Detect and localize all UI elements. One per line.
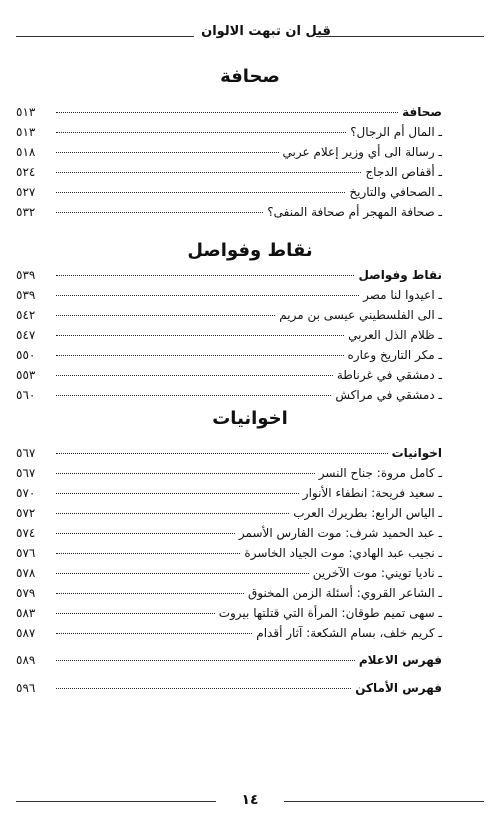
- toc-entry-page: ٥٧٢: [16, 506, 36, 520]
- dot-leader: [56, 593, 244, 594]
- toc-entry-label: نقاط وفواصل: [358, 268, 442, 282]
- dot-leader: [56, 152, 279, 153]
- toc-entry: [18, 650, 442, 670]
- dot-leader: [56, 212, 263, 213]
- running-header: [16, 22, 484, 46]
- toc-entry-page: ٥٧٦: [16, 546, 36, 560]
- toc-entry: [18, 483, 442, 503]
- toc-entry-page: ٥٨٣: [16, 606, 36, 620]
- toc-entry-label: ـ صحافة المهجر أم صحافة المنفى؟: [267, 205, 442, 219]
- toc-entry-label: ـ نجيب عبد الهادي: موت الجياد الخاسرة: [244, 546, 442, 560]
- footer-rule-left: [16, 801, 216, 802]
- toc-entry-page: ٥٥٠: [16, 348, 36, 362]
- dot-leader: [56, 132, 346, 133]
- toc-entry: [18, 678, 442, 698]
- dot-leader: [56, 573, 309, 574]
- toc-entry: [18, 623, 442, 643]
- toc-entry-label: فهرس الأماكن: [355, 681, 442, 695]
- toc-entry-label: ـ سعيد فريحة: انطفاء الأنوار: [302, 486, 442, 500]
- toc-entry-page: ٥٣٢: [16, 205, 36, 219]
- toc-entry: [18, 503, 442, 523]
- header-rule-right: [316, 36, 484, 37]
- dot-leader: [56, 172, 361, 173]
- toc-index-places: [18, 678, 442, 698]
- dot-leader: [56, 513, 289, 514]
- toc-entry-label: صحافة: [402, 105, 442, 119]
- toc-entry-page: ٥٧٤: [16, 526, 36, 540]
- toc-entry-page: ٥٦٧: [16, 446, 36, 460]
- toc-entry: [18, 305, 442, 325]
- footer-rule-right: [284, 801, 484, 802]
- toc-entry-page: ٥٣٩: [16, 268, 36, 282]
- dot-leader: [56, 375, 333, 376]
- dot-leader: [56, 192, 345, 193]
- toc-entry: [18, 122, 442, 142]
- toc-entry-label: ـ كامل مروة: جناح النسر: [318, 466, 442, 480]
- toc-entry: [18, 523, 442, 543]
- toc-entry-label: ـ عبد الحميد شرف: موت الفارس الأسمر: [238, 526, 442, 540]
- toc-list-niqat: [18, 265, 442, 405]
- toc-entry-label: ـ كريم خلف، بسام الشكعة: آثار أقدام: [256, 626, 442, 640]
- toc-entry-page: ٥٨٩: [16, 653, 36, 667]
- toc-entry-page: ٥٨٧: [16, 626, 36, 640]
- toc-entry-page: ٥٦٧: [16, 466, 36, 480]
- toc-entry-label: ـ دمشقي في غرناطة: [336, 368, 442, 382]
- dot-leader: [56, 633, 252, 634]
- toc-entry: [18, 162, 442, 182]
- toc-entry: [18, 443, 442, 463]
- toc-list-ikhwaniyat: [18, 443, 442, 643]
- toc-entry: [18, 202, 442, 222]
- toc-entry-label: ـ الياس الرابع: بطريرك العرب: [293, 506, 442, 520]
- toc-entry-page: ٥١٣: [16, 125, 36, 139]
- dot-leader: [56, 533, 235, 534]
- toc-entry-page: ٥٥٣: [16, 368, 36, 382]
- toc-entry: [18, 102, 442, 122]
- dot-leader: [56, 688, 351, 689]
- toc-entry-page: ٥٢٧: [16, 185, 36, 199]
- toc-entry: [18, 285, 442, 305]
- toc-entry-page: ٥١٨: [16, 145, 36, 159]
- toc-entry-label: ـ مكر التاريخ وعاره: [347, 348, 442, 362]
- page-footer: [16, 792, 484, 812]
- toc-entry: [18, 325, 442, 345]
- toc-entry: [18, 463, 442, 483]
- toc-entry: [18, 563, 442, 583]
- toc-entry-label: ـ اعيدوا لنا مصر: [363, 288, 442, 302]
- dot-leader: [56, 660, 355, 661]
- toc-entry-label: ـ ظلام الذل العربي: [348, 328, 442, 342]
- toc-entry-label: ـ أقفاص الدجاج: [365, 165, 442, 179]
- toc-entry-label: ـ رسالة الى أي وزير إعلام عربي: [282, 145, 442, 159]
- dot-leader: [56, 295, 359, 296]
- dot-leader: [56, 453, 388, 454]
- toc-entry-page: ٥٣٩: [16, 288, 36, 302]
- toc-entry: [18, 385, 442, 405]
- section-title-ikhwaniyat: اخوانيات: [212, 408, 288, 429]
- toc-entry: [18, 583, 442, 603]
- toc-entry-label: ـ دمشقي في مراكش: [335, 388, 442, 402]
- running-header-title: قبل ان تبهت الالوان: [201, 24, 331, 39]
- toc-entry-page: ٥٢٤: [16, 165, 36, 179]
- dot-leader: [56, 473, 315, 474]
- dot-leader: [56, 275, 354, 276]
- toc-entry-page: ٥٩٦: [16, 681, 36, 695]
- dot-leader: [56, 613, 215, 614]
- dot-leader: [56, 335, 344, 336]
- toc-entry: [18, 182, 442, 202]
- toc-entry-page: ٥٧٩: [16, 586, 36, 600]
- toc-entry-page: ٥٦٠: [16, 388, 36, 402]
- toc-entry: [18, 345, 442, 365]
- dot-leader: [56, 553, 240, 554]
- toc-index-names: [18, 650, 442, 670]
- dot-leader: [56, 315, 275, 316]
- toc-entry: [18, 543, 442, 563]
- section-title-sahafa: صحافة: [220, 66, 280, 87]
- toc-entry-label: ـ ناديا تويني: موت الآخرين: [312, 566, 442, 580]
- toc-entry: [18, 142, 442, 162]
- toc-entry-page: ٥٤٢: [16, 308, 36, 322]
- header-rule-left: [16, 36, 194, 37]
- toc-entry-label: ـ الشاعر القروي: أسئلة الزمن المخنوق: [247, 586, 442, 600]
- toc-entry: [18, 603, 442, 623]
- toc-entry-page: ٥٧٨: [16, 566, 36, 580]
- dot-leader: [56, 493, 299, 494]
- toc-entry-page: ٥٧٠: [16, 486, 36, 500]
- toc-entry-label: فهرس الاعلام: [358, 653, 442, 667]
- toc-entry-label: اخوانيات: [391, 446, 442, 460]
- toc-entry-label: ـ المال أم الرجال؟: [350, 125, 442, 139]
- toc-entry: [18, 265, 442, 285]
- page-number: ١٤: [241, 792, 259, 808]
- toc-entry-label: ـ الى الفلسطيني عيسى بن مريم: [279, 308, 442, 322]
- dot-leader: [56, 112, 398, 113]
- toc-entry: [18, 365, 442, 385]
- toc-entry-page: ٥٤٧: [16, 328, 36, 342]
- section-title-niqat: نقاط وفواصل: [187, 240, 313, 261]
- toc-entry-label: ـ الصحافي والتاريخ: [349, 185, 442, 199]
- toc-list-sahafa: [18, 102, 442, 222]
- dot-leader: [56, 355, 344, 356]
- dot-leader: [56, 395, 331, 396]
- toc-entry-page: ٥١٣: [16, 105, 36, 119]
- toc-entry-label: ـ سهى تميم طوقان: المرأة التي قتلتها بيروت: [218, 606, 442, 620]
